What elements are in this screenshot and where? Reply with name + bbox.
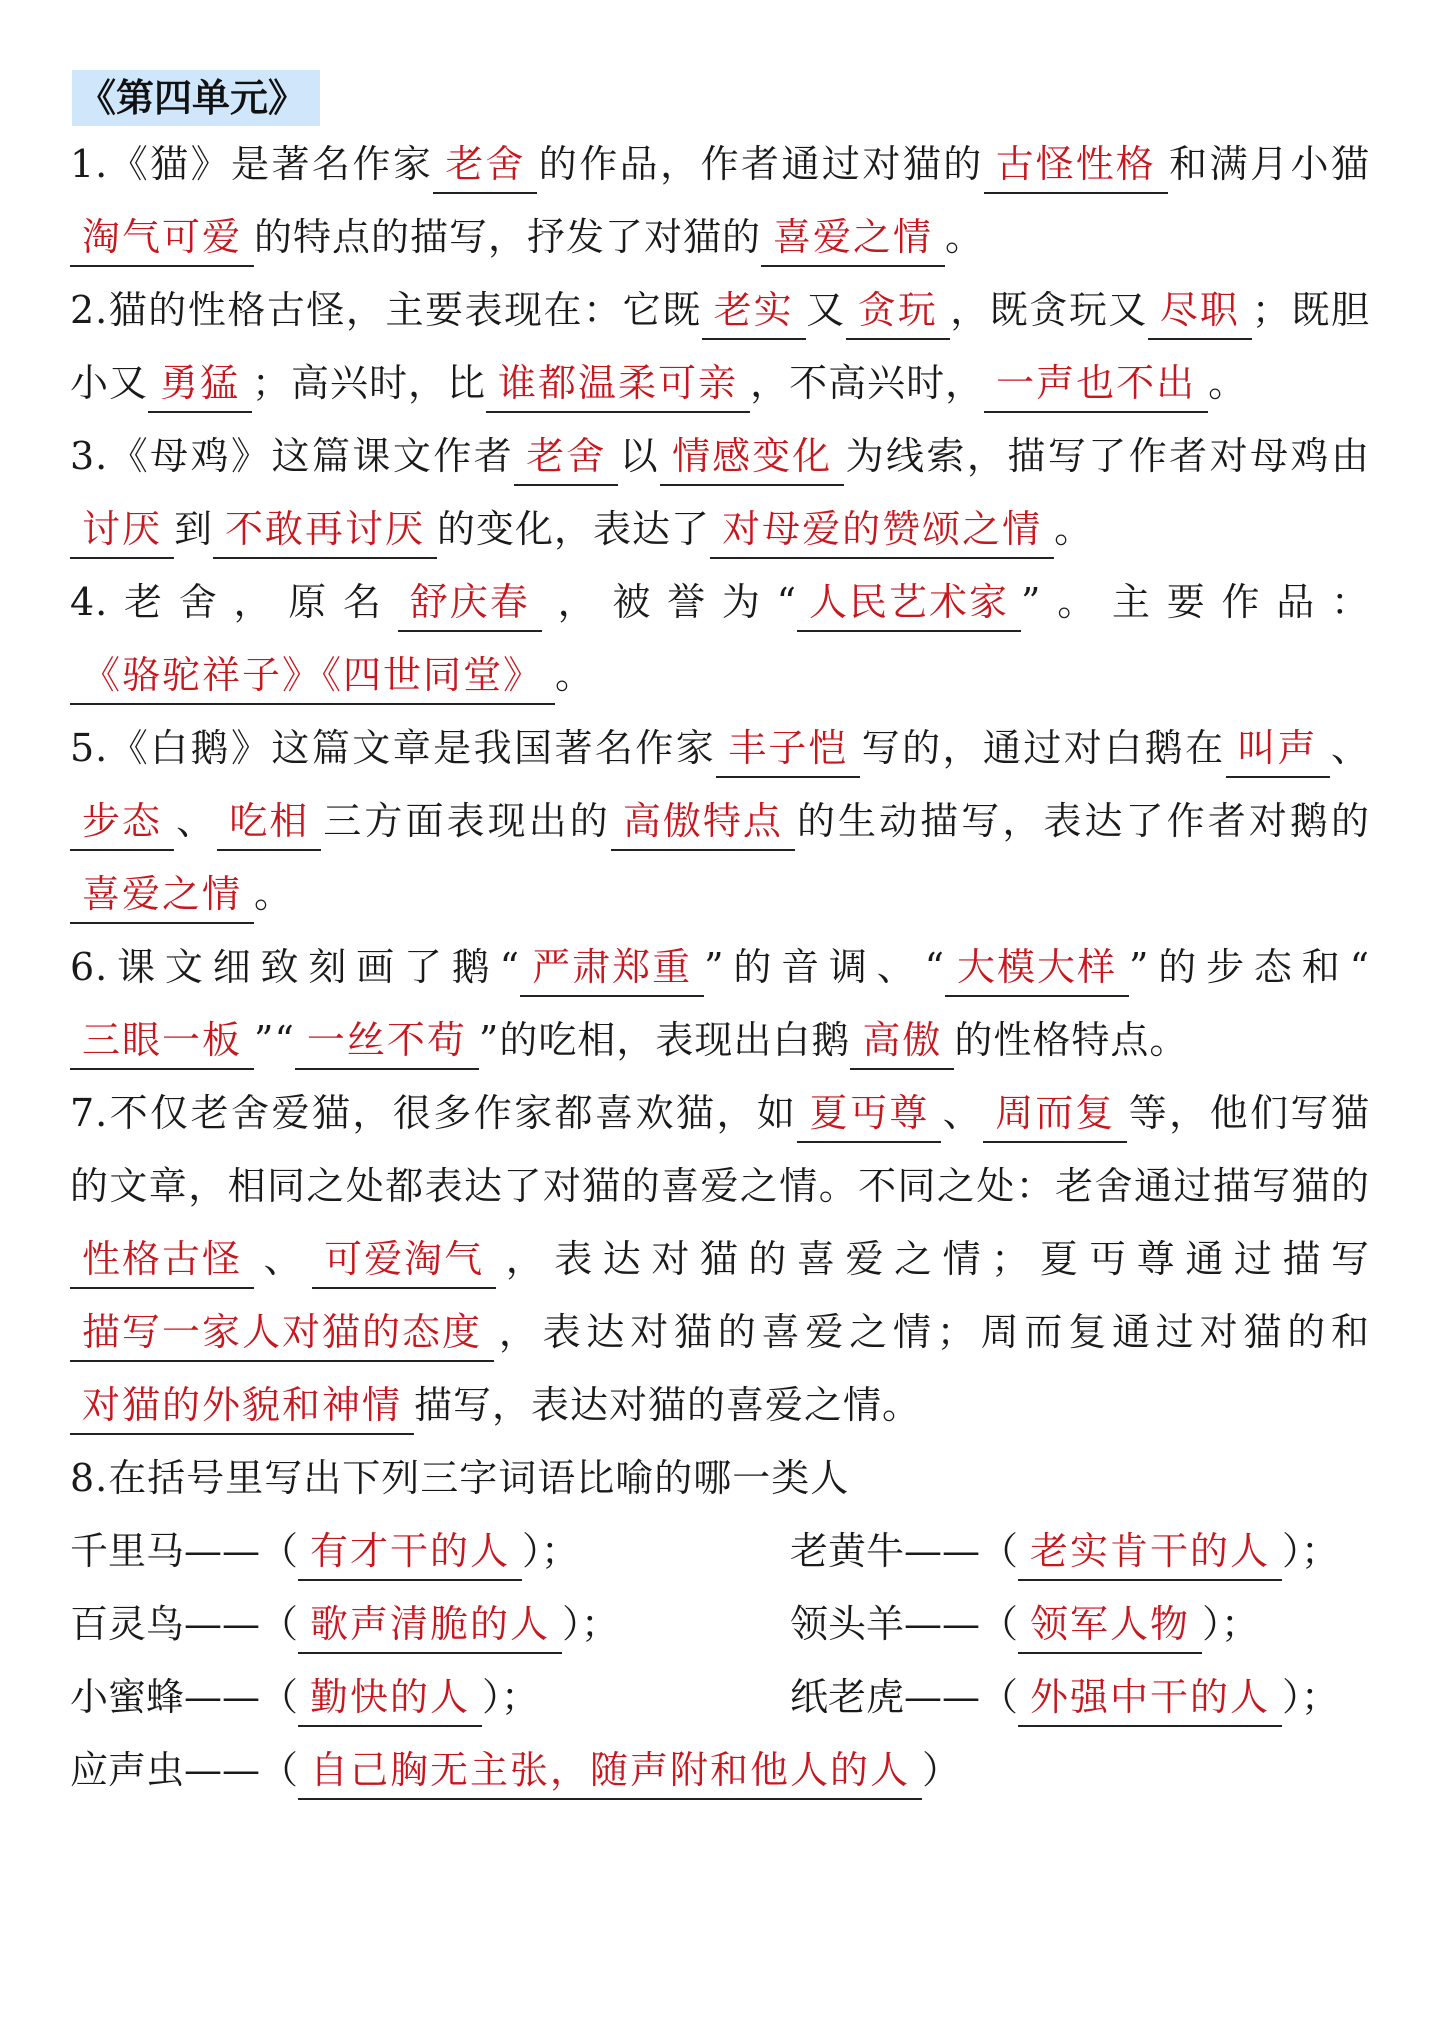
answer-blank: 可爱淘气 xyxy=(312,1231,496,1289)
question-text: 的特点的描写，抒发了对猫的 xyxy=(254,215,762,259)
answer-blank: 喜爱之情 xyxy=(761,209,945,267)
answer-blank: 严肃郑重 xyxy=(520,939,704,997)
question-text: 为线索，描写了作者对母鸡由 xyxy=(844,434,1370,478)
question-text: 4.老舍，原名 xyxy=(70,580,398,624)
answer-blank: 老实 xyxy=(702,282,806,340)
question-text: 。 xyxy=(1054,507,1094,551)
question-text: ；既胆小又 xyxy=(70,288,1370,405)
answer-blank: 对猫的外貌和神情 xyxy=(70,1377,414,1435)
question-text: 、 xyxy=(941,1091,984,1135)
question-text: 6.课文细致刻画了鹅“ xyxy=(70,945,521,989)
question-text: 。 xyxy=(1208,361,1248,405)
answer-blank: 叫声 xyxy=(1226,720,1330,778)
question-text: 。 xyxy=(555,653,595,697)
term-end: ）； xyxy=(1282,1529,1340,1573)
term: 老黄牛——（ xyxy=(790,1529,1019,1573)
question-text: 3.《母鸡》这篇课文作者 xyxy=(70,434,515,478)
list-item xyxy=(790,1661,1370,1734)
term: 纸老虎——（ xyxy=(790,1675,1019,1719)
answer-blank: 人民艺术家 xyxy=(797,574,1021,632)
term-end: ）； xyxy=(1202,1602,1260,1646)
question-text: 7.不仅老舍爱猫，很多作家都喜欢猫，如 xyxy=(70,1091,798,1135)
term: 千里马——（ xyxy=(70,1529,299,1573)
answer-blank: 高傲特点 xyxy=(611,793,795,851)
answer-blank: 有才干的人 xyxy=(298,1523,522,1581)
term-end: ） xyxy=(922,1748,961,1792)
answer-blank: 淘气可爱 xyxy=(70,209,254,267)
question-2 xyxy=(70,274,1370,420)
list-item xyxy=(70,1661,790,1734)
question-text: ”的吃相，表现出白鹅 xyxy=(478,1018,851,1062)
question-text: 到 xyxy=(174,507,214,551)
answer-blank: 舒庆春 xyxy=(398,574,542,632)
answer-blank: 老舍 xyxy=(433,136,537,194)
question-text: 、 xyxy=(1329,726,1370,770)
answer-blank: 描写一家人对猫的态度 xyxy=(70,1304,494,1362)
answer-blank: 勤快的人 xyxy=(298,1669,482,1727)
answer-blank: 老实肯干的人 xyxy=(1018,1523,1282,1581)
list-item xyxy=(70,1734,1370,1807)
question-text: ”的音调、“ xyxy=(704,945,946,989)
question-text: 1.《猫》是著名作家 xyxy=(70,142,434,186)
question-text: 5.《白鹅》这篇文章是我国著名作家 xyxy=(70,726,717,770)
question-text: 。 xyxy=(945,215,985,259)
question-text: ，表达对猫的喜爱之情；周而复通过对猫的和 xyxy=(494,1310,1370,1354)
term-end: ）； xyxy=(522,1529,580,1573)
question-text: ，既贪玩又 xyxy=(949,288,1148,332)
answer-blank: 古怪性格 xyxy=(984,136,1168,194)
question-text: 和满月小猫 xyxy=(1167,142,1370,186)
list-item xyxy=(70,1588,790,1661)
answer-blank: 性格古怪 xyxy=(70,1231,254,1289)
answer-blank: 喜爱之情 xyxy=(70,866,254,924)
question-text: 等，他们写猫的文章，相同之处都表达了对猫的喜爱之情。不同之处：老舍通过描写猫的 xyxy=(70,1091,1370,1208)
question-text: 以 xyxy=(618,434,661,478)
question-text: ，不高兴时， xyxy=(750,361,985,405)
question-text: 写的，通过对白鹅在 xyxy=(860,726,1226,770)
answer-blank: 自己胸无主张，随声附和他人的人 xyxy=(298,1742,922,1800)
answer-blank: 歌声清脆的人 xyxy=(298,1596,562,1654)
question-text: ；高兴时，比 xyxy=(252,361,487,405)
answer-blank: 步态 xyxy=(70,793,174,851)
list-item xyxy=(790,1588,1370,1661)
answer-blank: 讨厌 xyxy=(70,501,174,559)
answer-blank: 一丝不苟 xyxy=(295,1012,479,1070)
term-end: ）； xyxy=(482,1675,540,1719)
term-end: ）； xyxy=(1282,1675,1340,1719)
question-text: 2.猫的性格古怪，主要表现在：它既 xyxy=(70,288,702,332)
term: 小蜜蜂——（ xyxy=(70,1675,299,1719)
question-text: ，被誉为“ xyxy=(541,580,798,624)
term: 应声虫——（ xyxy=(70,1748,299,1792)
answer-blank: 外强中干的人 xyxy=(1018,1669,1282,1727)
question-text: ”的步态和“ xyxy=(1129,945,1370,989)
term-end: ）； xyxy=(562,1602,620,1646)
question-7 xyxy=(70,1077,1370,1442)
unit-title: 《第四单元》 xyxy=(72,70,320,126)
answer-blank: 夏丏尊 xyxy=(797,1085,941,1143)
question-text: 的性格特点。 xyxy=(954,1018,1189,1062)
question-8-prompt: 8.在括号里写出下列三字词语比喻的哪一类人 xyxy=(70,1456,850,1500)
question-text: 的作品，作者通过对猫的 xyxy=(537,142,984,186)
question-4 xyxy=(70,566,1370,712)
answer-blank: 勇猛 xyxy=(148,355,252,413)
question-text: 描写，表达对猫的喜爱之情。 xyxy=(414,1383,922,1427)
answer-blank: 丰子恺 xyxy=(716,720,860,778)
question-list xyxy=(70,128,1370,1807)
question-text: ”。主要作品： xyxy=(1021,580,1370,624)
answer-blank: 周而复 xyxy=(983,1085,1127,1143)
answer-blank: 情感变化 xyxy=(660,428,844,486)
question-6 xyxy=(70,931,1370,1077)
question-text: 。 xyxy=(254,872,294,916)
answer-blank: 大模大样 xyxy=(945,939,1129,997)
question-text: 的变化，表达了 xyxy=(437,507,711,551)
question-8-items xyxy=(70,1515,1370,1807)
question-text: ”“ xyxy=(254,1018,295,1062)
question-text: 、 xyxy=(254,1237,313,1281)
answer-blank: 《骆驼祥子》《四世同堂》 xyxy=(70,647,555,705)
answer-blank: 吃相 xyxy=(217,793,321,851)
question-text: 、 xyxy=(174,799,218,843)
list-item xyxy=(70,1515,790,1588)
answer-blank: 一声也不出 xyxy=(984,355,1208,413)
question-1 xyxy=(70,128,1370,274)
term: 领头羊——（ xyxy=(790,1602,1019,1646)
term: 百灵鸟——（ xyxy=(70,1602,299,1646)
question-text: ，表达对猫的喜爱之情；夏丏尊通过描写 xyxy=(496,1237,1370,1281)
answer-blank: 不敢再讨厌 xyxy=(213,501,437,559)
answer-blank: 对母爱的赞颂之情 xyxy=(710,501,1054,559)
answer-blank: 三眼一板 xyxy=(70,1012,254,1070)
answer-blank: 高傲 xyxy=(850,1012,954,1070)
answer-blank: 贪玩 xyxy=(846,282,950,340)
answer-blank: 谁都温柔可亲 xyxy=(486,355,750,413)
answer-blank: 老舍 xyxy=(514,428,618,486)
answer-blank: 领军人物 xyxy=(1018,1596,1202,1654)
question-text: 又 xyxy=(805,288,846,332)
question-text: 三方面表现出的 xyxy=(321,799,611,843)
question-5 xyxy=(70,712,1370,931)
question-3 xyxy=(70,420,1370,566)
list-item xyxy=(790,1515,1370,1588)
answer-blank: 尽职 xyxy=(1148,282,1252,340)
question-text: 的生动描写，表达了作者对鹅的 xyxy=(794,799,1370,843)
